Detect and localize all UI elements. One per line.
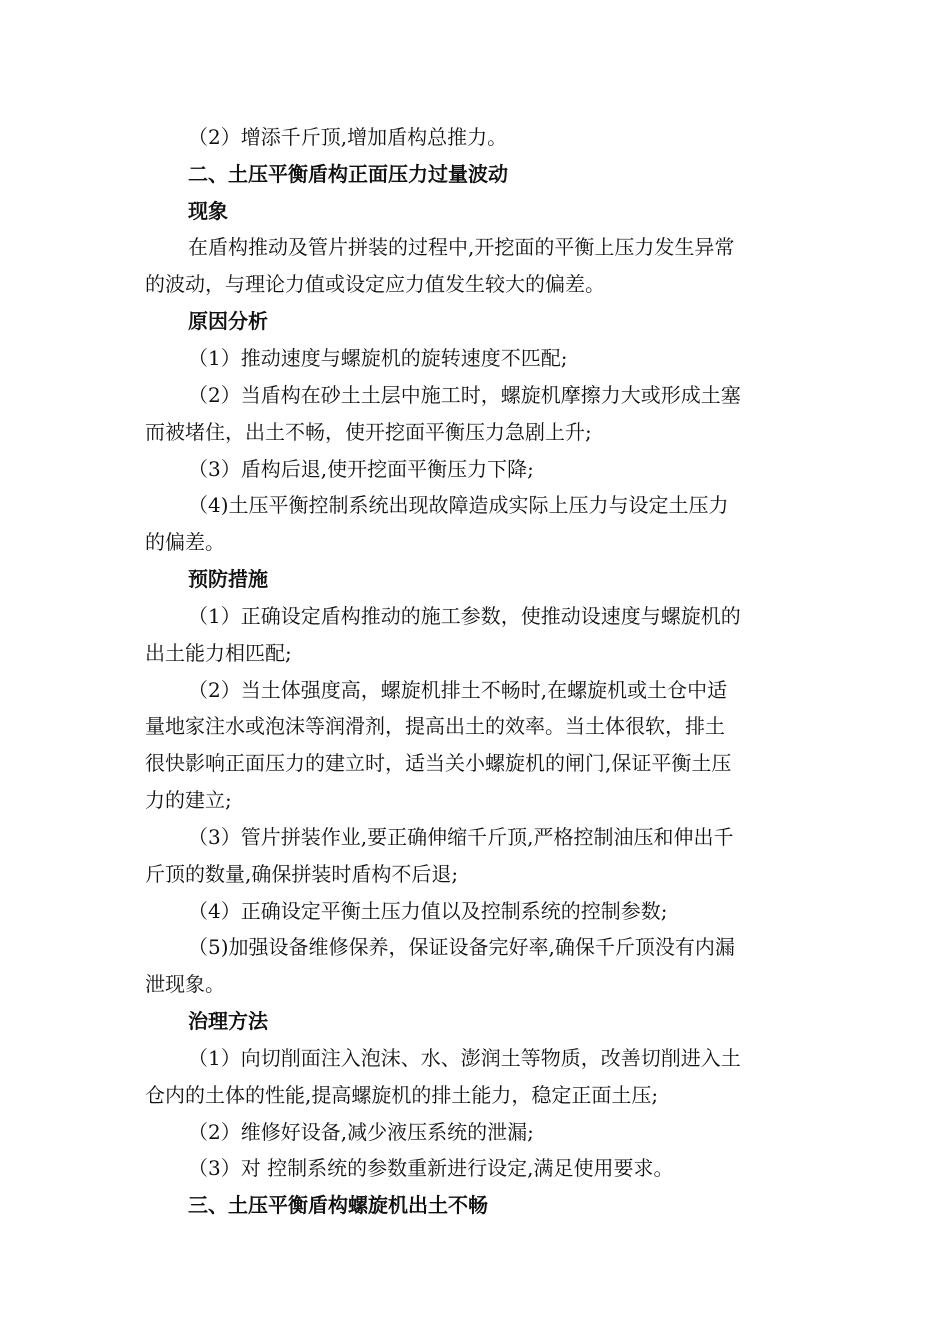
text-line: （3）盾构后退,使开挖面平衡压力下降; bbox=[188, 457, 534, 481]
text-line: 很快影响正面压力的建立时，适当关小螺旋机的闸门,保证平衡土压 bbox=[145, 751, 732, 775]
text-line: 斤顶的数量,确保拼装时盾构不后退; bbox=[145, 862, 459, 886]
section-heading: 三、土压平衡盾构螺旋机出土不畅 bbox=[188, 1193, 488, 1217]
text-line: 泄现象。 bbox=[145, 972, 225, 996]
text-line: 仓内的土体的性能,提高螺旋机的排土能力，稳定正面土压; bbox=[145, 1083, 659, 1107]
text-line: 而被堵住，出土不畅，使开挖面平衡压力急剧上升; bbox=[145, 420, 592, 444]
text-line: （2）维修好设备,减少液压系统的泄漏; bbox=[188, 1120, 534, 1144]
text-line: （4)土压平衡控制系统出现故障造成实际上压力与设定土压力 bbox=[188, 493, 729, 517]
text-line: （1）正确设定盾构推动的施工参数，使推动设速度与螺旋机的 bbox=[188, 604, 741, 628]
text-line: （2）当盾构在砂土土层中施工时，螺旋机摩擦力大或形成土塞 bbox=[188, 383, 741, 407]
subsection-heading: 治理方法 bbox=[188, 1009, 268, 1033]
text-line: （4）正确设定平衡土压力值以及控制系统的控制参数; bbox=[188, 899, 668, 923]
text-line: 在盾构推动及管片拼装的过程中,开挖面的平衡上压力发生异常 bbox=[188, 235, 735, 259]
text-line: （1）向切削面注入泡沫、水、澎润土等物质，改善切削进入土 bbox=[188, 1046, 741, 1070]
subsection-heading: 预防措施 bbox=[188, 567, 268, 591]
text-line: 的偏差。 bbox=[145, 530, 225, 554]
text-line: （3）对 控制系统的参数重新进行设定,满足使用要求。 bbox=[188, 1156, 674, 1180]
section-heading: 二、土压平衡盾构正面压力过量波动 bbox=[188, 162, 508, 186]
text-line: （2）当土体强度高，螺旋机排土不畅时,在螺旋机或土仓中适 bbox=[188, 678, 728, 702]
text-line: （1）推动速度与螺旋机的旋转速度不匹配; bbox=[188, 346, 568, 370]
text-line: （3）管片拼装作业,要正确伸缩千斤顶,严格控制油压和伸出千 bbox=[188, 825, 734, 849]
text-line: （2）增添千斤顶,增加盾构总推力。 bbox=[188, 125, 508, 149]
text-line: 出土能力相匹配; bbox=[145, 641, 292, 665]
subsection-heading: 原因分析 bbox=[188, 309, 268, 333]
text-line: 量地家注水或泡沫等润滑剂，提高出土的效率。当土体很软，排土 bbox=[145, 714, 725, 738]
text-line: （5)加强设备维修保养，保证设备完好率,确保千斤顶没有内漏 bbox=[188, 935, 735, 959]
text-line: 力的建立; bbox=[145, 788, 232, 812]
subsection-heading: 现象 bbox=[188, 199, 228, 223]
text-line: 的波动，与理论力值或设定应力值发生较大的偏差。 bbox=[145, 272, 605, 296]
